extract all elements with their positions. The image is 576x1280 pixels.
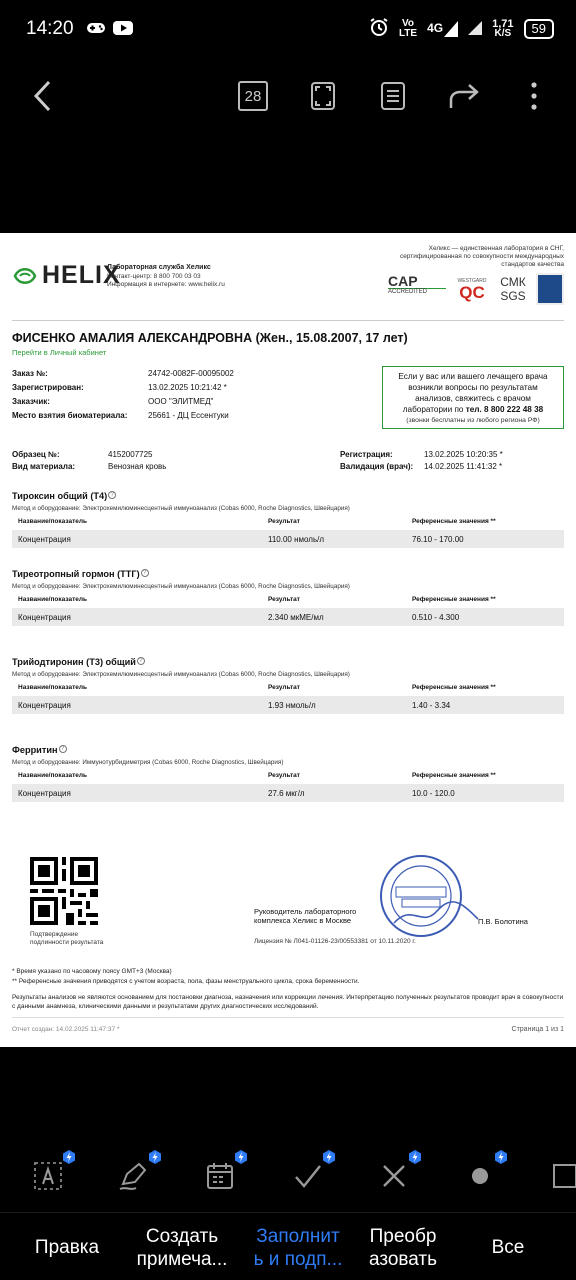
disclaimer: Результаты анализов не являются основанием для постановки диагноза, назначения или коррекции лечения. Интерпретацию полученных результатов проводит врач в совокупности с данными анамнеза, клиническими данными и результатами других диагностических исследований. — [12, 994, 564, 1010]
tab-edit[interactable]: Правка — [34, 1237, 100, 1258]
status-time: 14:20 — [26, 18, 74, 39]
test-block: Ферритин ? Метод и оборудование: Иммунотурбидиметрия (Cobas 6000, Roche Diagnostics, Швейцария) Название/показатель Результат Референсные значения ** Концентрация 27.6 мкг/л 10.0 - 120.0 — [12, 745, 564, 802]
network-speed: 1,71 K/S — [492, 18, 514, 39]
tab-convert[interactable]: Преобр азовать — [368, 1226, 438, 1270]
page-number: 28 — [238, 81, 268, 111]
more-options-button[interactable] — [514, 76, 554, 116]
back-arrow-icon — [32, 79, 52, 113]
test-block: Трийодтиронин (Т3) общий ? Метод и оборудование: Электрохемилюминесцентный иммуноанализ (Cobas 6000, Roche Diagnostics, Швейцария) Название/показатель Результат Референсные значения ** Концентрация 1.93 нмоль/л 1.40 - 3.34 — [12, 657, 564, 714]
cap-accredited-logo: CAP ACCREDITED — [388, 274, 446, 304]
signature-tool[interactable] — [114, 1156, 154, 1196]
page-counter: Страница 1 из 1 — [511, 1026, 564, 1033]
table-row: Концентрация 110.00 нмоль/л 76.10 - 170.00 — [12, 530, 564, 548]
checkmark-tool[interactable] — [288, 1156, 328, 1196]
table-row: Концентрация 27.6 мкг/л 10.0 - 120.0 — [12, 784, 564, 802]
dot-tool[interactable] — [460, 1156, 500, 1196]
signal-icon: 4G — [427, 21, 458, 37]
status-bar — [0, 0, 576, 60]
premium-badge-icon — [148, 1150, 162, 1164]
more-vertical-icon — [530, 81, 538, 111]
more-tools-partial[interactable] — [546, 1156, 576, 1196]
alarm-icon — [369, 17, 389, 42]
lab-info: Лабораторная служба Хеликс Контакт-центр: 8 800 700 03 03 Информация в интернете: www.helix.ru — [107, 264, 225, 288]
test-block: Тироксин общий (Т4) ? Метод и оборудование: Электрохемилюминесцентный иммуноанализ (Cobas 6000, Roche Diagnostics, Швейцария) Название/показатель Результат Референсные значения ** Концентрация 110.00 нмоль/л 76.10 - 170.00 — [12, 491, 564, 548]
head-of-lab-label: Руководитель лабораторного комплекса Хеликс в Москве — [254, 907, 357, 925]
share-icon — [448, 82, 480, 110]
cross-icon — [381, 1163, 407, 1189]
fullscreen-button[interactable] — [303, 76, 343, 116]
upload-arrow-icon — [468, 19, 482, 40]
reading-mode-button[interactable] — [373, 76, 413, 116]
cross-tool[interactable] — [374, 1156, 414, 1196]
youtube-icon — [112, 18, 134, 43]
help-icon[interactable]: ? — [108, 491, 116, 499]
table-row: Концентрация 2.340 мкМЕ/мл 0.510 - 4.300 — [12, 608, 564, 626]
certification-note: Хеликс — единственная лаборатория в СНГ, сертифицированная по совокупности международных стандартов качества — [399, 245, 564, 268]
footnotes: * Время указано по часовому поясу GMT+3 (Москва) ** Референсные значения приводятся с учетом возраста, пола, фазы менструального цикла, срока беременности. — [12, 968, 360, 985]
report-created: Отчет создан: 14.02.2025 11:47:37 * — [12, 1026, 120, 1033]
personal-account-link[interactable]: Перейти в Личный кабинет — [12, 348, 107, 357]
viewer-toolbar — [0, 62, 576, 132]
battery-indicator: 59 — [524, 19, 554, 39]
volte-indicator: Vo LTE — [398, 18, 418, 39]
tab-all[interactable]: Все — [491, 1237, 525, 1258]
tab-fill-and-sign[interactable]: Заполнит ь и подп... — [253, 1226, 343, 1270]
share-button[interactable] — [444, 76, 484, 116]
license-text: Лицензия № Л041-01126-23/00553381 от 10.11.2020 г. — [254, 938, 416, 945]
order-info: Заказ №: 24742-0082F-00095002 Зарегистрирован: 13.02.2025 10:21:42 * Заказчик: ООО "ЭЛИТМЕД" Место взятия биоматериала: 25661 - ДЦ Ессентуки — [12, 369, 234, 420]
help-icon[interactable]: ? — [141, 569, 149, 577]
qr-code-icon[interactable] — [30, 857, 98, 925]
premium-badge-icon — [234, 1150, 248, 1164]
premium-badge-icon — [494, 1150, 508, 1164]
contact-doctor-box: Если у вас или вашего лечащего врача возникли вопросы по результатам анализов, свяжитесь с врачом лаборатории по тел. 8 800 222 48 38 (звонки бесплатны из любого региона РФ) — [382, 366, 564, 429]
sample-info: Образец №: 4152007725 Регистрация: 13.02.2025 10:20:35 * Вид материала: Венозная кровь Валидация (врач): 14.02.2025 11:41:32 * — [12, 450, 503, 471]
dot-icon — [470, 1166, 490, 1186]
help-icon[interactable]: ? — [137, 657, 145, 665]
premium-badge-icon — [322, 1150, 336, 1164]
smk-sgs-logo: СМК SGS — [500, 275, 526, 303]
certification-logos — [388, 273, 564, 305]
annotation-tools — [0, 1148, 576, 1212]
checkmark-icon — [293, 1163, 323, 1189]
fullscreen-icon — [310, 81, 336, 111]
premium-badge-icon — [62, 1150, 76, 1164]
tab-create-note[interactable]: Создать примеча... — [136, 1226, 228, 1270]
test-block: Тиреотропный гормон (ТТГ) ? Метод и оборудование: Электрохемилюминесцентный иммуноанализ (Cobas 6000, Roche Diagnostics, Швейцария) Название/показатель Результат Референсные значения ** Концентрация 2.340 мкМЕ/мл 0.510 - 4.300 — [12, 569, 564, 626]
page-number-button[interactable] — [233, 76, 273, 116]
back-button[interactable] — [22, 76, 62, 116]
helix-leaf-icon — [12, 263, 38, 289]
qr-caption: Подтверждение подлинности результата — [30, 931, 104, 946]
date-tool[interactable] — [200, 1156, 240, 1196]
help-icon[interactable]: ? — [59, 745, 67, 753]
quality-badge-logo — [536, 273, 564, 305]
calendar-icon — [205, 1161, 235, 1191]
pen-icon — [117, 1160, 151, 1192]
signer-name: П.В. Болотина — [478, 917, 528, 926]
text-box-icon — [32, 1160, 64, 1192]
westgard-qc-logo: WESTGARD QC — [457, 277, 487, 302]
helix-logo: HELIX — [12, 261, 121, 290]
patient-name: ФИСЕНКО АМАЛИЯ АЛЕКСАНДРОВНА (Жен., 15.08.2007, 17 лет) — [12, 331, 408, 345]
bottom-navigation — [0, 1212, 576, 1280]
premium-badge-icon — [408, 1150, 422, 1164]
pdf-page — [0, 233, 576, 1047]
table-row: Концентрация 1.93 нмоль/л 1.40 - 3.34 — [12, 696, 564, 714]
signature-icon — [392, 893, 482, 933]
document-icon — [380, 81, 406, 111]
gamepad-icon — [86, 18, 106, 43]
rectangle-icon — [546, 1161, 576, 1191]
text-box-tool[interactable] — [28, 1156, 68, 1196]
